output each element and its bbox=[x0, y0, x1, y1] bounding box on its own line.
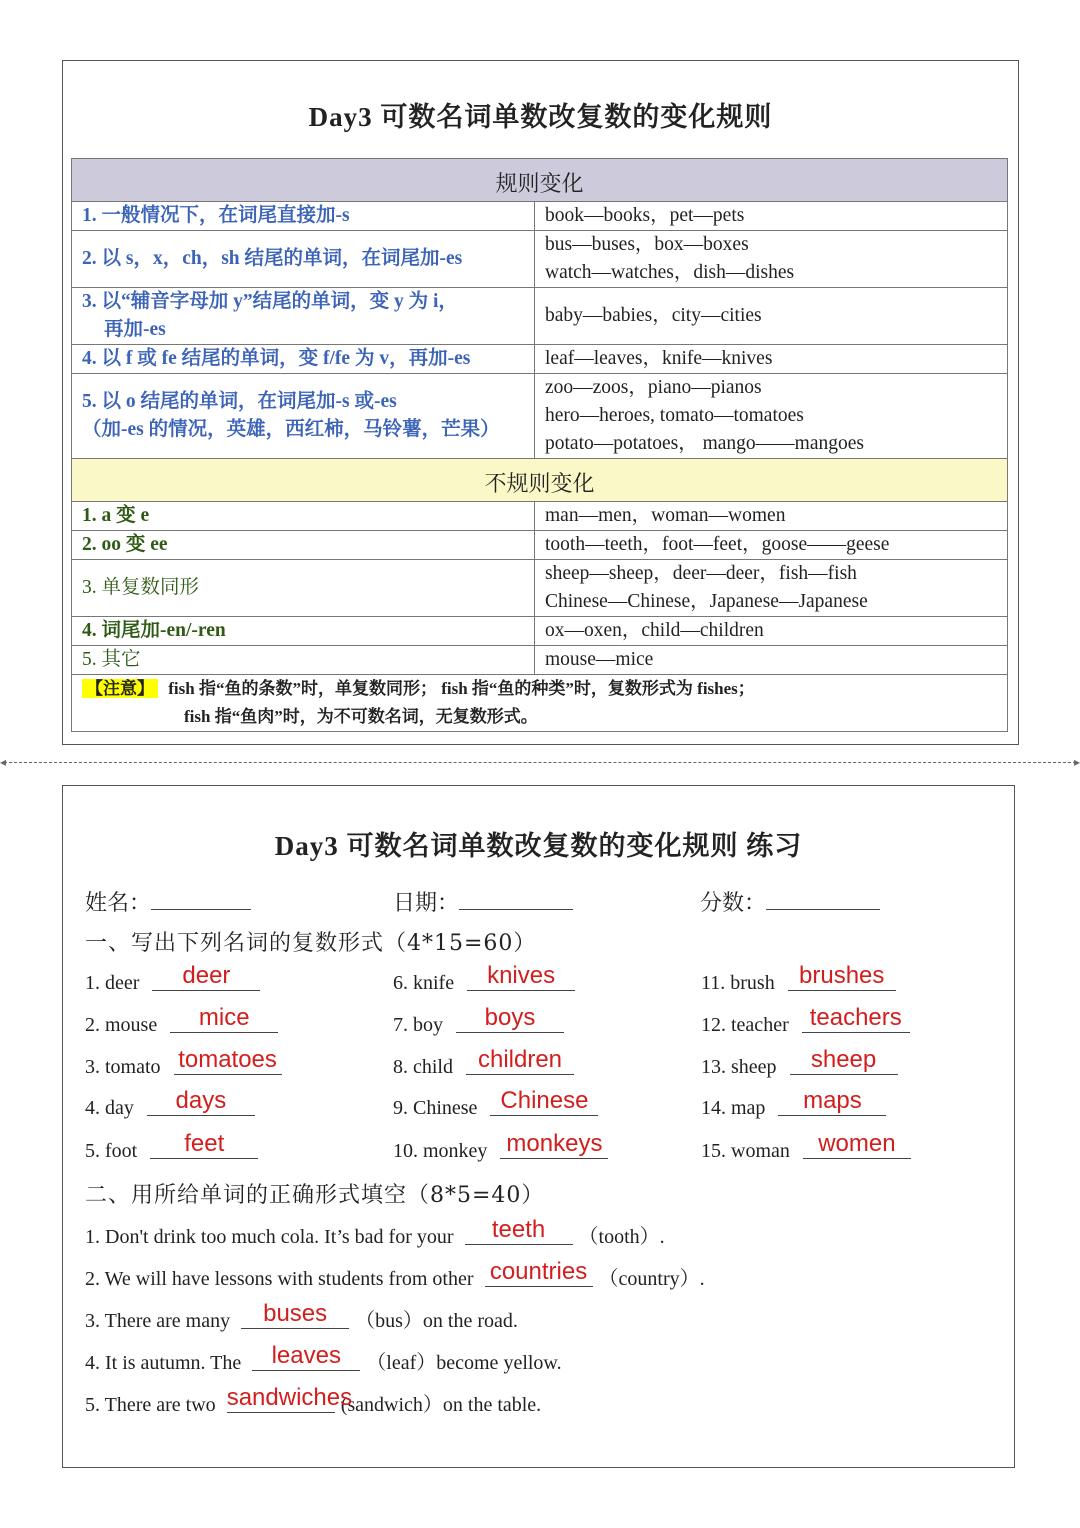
note-row bbox=[72, 675, 1008, 732]
word-question: 7. boy bbox=[393, 1014, 448, 1036]
section2-heading: 二、用所给单词的正确形式填空（8*5=40） bbox=[85, 1183, 545, 1208]
example-text: mouse—mice bbox=[545, 649, 654, 670]
answer-blank[interactable] bbox=[490, 1087, 598, 1116]
sentence-item bbox=[85, 1384, 542, 1417]
word-question: 5. foot bbox=[85, 1140, 143, 1162]
rules-table bbox=[71, 158, 1008, 732]
sentence-hint: （leaf）become yellow. bbox=[366, 1352, 562, 1374]
exercise-title: Day3 可数名词单数改复数的变化规则 练习 bbox=[274, 831, 803, 861]
example-cell bbox=[535, 231, 1008, 288]
example-cell bbox=[535, 202, 1008, 231]
answer-blank[interactable] bbox=[790, 1046, 898, 1075]
rule-cell: 3. 单复数同形 bbox=[72, 560, 535, 617]
word-question: 11. brush bbox=[701, 972, 780, 994]
sentence-text: 5. There are two bbox=[85, 1394, 221, 1416]
answer-text: sheep bbox=[810, 1046, 877, 1073]
example-cell bbox=[535, 617, 1008, 646]
answer-text: buses bbox=[263, 1300, 328, 1327]
example-cell bbox=[535, 646, 1008, 675]
rule-cell: 1. a 变 e bbox=[72, 502, 535, 531]
divider-left-arrow-icon: ◂ bbox=[0, 755, 7, 769]
sentence-item bbox=[85, 1342, 562, 1375]
sentence-item bbox=[85, 1216, 665, 1249]
word-item bbox=[393, 1046, 574, 1079]
answer-blank[interactable] bbox=[802, 1004, 910, 1033]
answer-blank[interactable] bbox=[778, 1087, 886, 1116]
answer-text: leaves bbox=[271, 1342, 341, 1369]
answer-blank[interactable] bbox=[500, 1130, 608, 1159]
answer-blank[interactable] bbox=[147, 1087, 255, 1116]
score-field bbox=[700, 886, 880, 917]
table-row bbox=[72, 502, 1008, 531]
example-text: book—books，pet—pets bbox=[545, 205, 745, 226]
answer-text: children bbox=[477, 1046, 563, 1073]
rule-cell: 2. oo 变 ee bbox=[72, 531, 535, 560]
answer-blank[interactable] bbox=[467, 962, 575, 991]
word-item bbox=[393, 1087, 598, 1120]
word-question: 2. mouse bbox=[85, 1014, 163, 1036]
sentence-hint: (sandwich）on the table. bbox=[340, 1394, 542, 1416]
example-text: sheep—sheep，deer—deer，fish—fish bbox=[545, 563, 857, 584]
answer-blank[interactable] bbox=[226, 1384, 353, 1413]
word-item bbox=[701, 962, 896, 995]
word-item bbox=[393, 1004, 564, 1037]
example-text: hero—heroes, tomato—tomatoes bbox=[545, 405, 804, 426]
word-question: 14. map bbox=[701, 1097, 771, 1119]
word-question: 3. tomato bbox=[85, 1056, 166, 1078]
rule-cell bbox=[72, 374, 535, 459]
sentence-hint: （bus）on the road. bbox=[355, 1310, 518, 1332]
rule-cell: 4. 以 f 或 fe 结尾的单词，变 f/fe 为 v，再加-es bbox=[72, 345, 535, 374]
table-row bbox=[72, 345, 1008, 374]
word-item bbox=[393, 1130, 608, 1163]
sentence-item bbox=[85, 1300, 518, 1333]
sentence-hint: （country）. bbox=[598, 1268, 705, 1290]
word-item bbox=[393, 962, 575, 995]
example-text: potato—potatoes， mango——mangoes bbox=[545, 433, 864, 454]
divider-right-arrow-icon: ▸ bbox=[1073, 755, 1080, 769]
rule-cell: 2. 以 s，x，ch，sh 结尾的单词，在词尾加-es bbox=[72, 231, 535, 288]
irregular-heading-row bbox=[72, 459, 1008, 502]
answer-text: monkeys bbox=[506, 1130, 603, 1157]
example-text: watch—watches，dish—dishes bbox=[545, 262, 795, 283]
score-label: 分数： bbox=[700, 891, 767, 916]
table-row bbox=[72, 560, 1008, 617]
word-item bbox=[701, 1130, 911, 1163]
table-row bbox=[72, 617, 1008, 646]
date-blank[interactable] bbox=[459, 887, 573, 910]
word-question: 1. deer bbox=[85, 972, 145, 994]
word-question: 6. knife bbox=[393, 972, 460, 994]
answer-blank[interactable] bbox=[150, 1130, 258, 1159]
answer-text: deer bbox=[182, 962, 231, 989]
sentence-text: 2. We will have lessons with students from other bbox=[85, 1268, 479, 1290]
example-cell bbox=[535, 345, 1008, 374]
word-question: 8. child bbox=[393, 1056, 458, 1078]
answer-text: Chinese bbox=[500, 1087, 589, 1114]
word-question: 15. woman bbox=[701, 1140, 795, 1162]
example-text: zoo—zoos，piano—pianos bbox=[545, 377, 762, 398]
table-row bbox=[72, 646, 1008, 675]
answer-text: sandwiches bbox=[226, 1384, 353, 1411]
word-question: 13. sheep bbox=[701, 1056, 782, 1078]
answer-blank[interactable] bbox=[485, 1258, 593, 1287]
word-question: 4. day bbox=[85, 1097, 139, 1119]
rule-text: （加-es 的情况，英雄，西红柿，马铃薯，芒果） bbox=[82, 419, 500, 440]
rules-title: Day3 可数名词单数改复数的变化规则 bbox=[308, 102, 773, 132]
example-cell bbox=[535, 502, 1008, 531]
answer-text: days bbox=[175, 1087, 227, 1114]
example-text: tooth—teeth，foot—feet，goose——geese bbox=[545, 534, 890, 555]
answer-text: teeth bbox=[491, 1216, 546, 1243]
answer-text: boys bbox=[484, 1004, 536, 1031]
rule-cell: 4. 词尾加-en/-ren bbox=[72, 617, 535, 646]
section1-heading: 一、写出下列名词的复数形式（4*15=60） bbox=[85, 931, 537, 956]
table-row bbox=[72, 202, 1008, 231]
answer-text: feet bbox=[184, 1130, 225, 1157]
word-question: 12. teacher bbox=[701, 1014, 794, 1036]
example-text: man—men，woman—women bbox=[545, 505, 786, 526]
sentence-text: 1. Don't drink too much cola. It’s bad for your bbox=[85, 1226, 459, 1248]
example-text: leaf—leaves，knife—knives bbox=[545, 348, 773, 369]
table-row bbox=[72, 374, 1008, 459]
rule-text: 再加-es bbox=[104, 319, 166, 340]
table-row bbox=[72, 288, 1008, 345]
table-row bbox=[72, 231, 1008, 288]
answer-text: mice bbox=[198, 1004, 250, 1031]
example-cell bbox=[535, 374, 1008, 459]
answer-text: maps bbox=[803, 1087, 862, 1114]
answer-blank[interactable] bbox=[788, 962, 896, 991]
example-cell bbox=[535, 288, 1008, 345]
irregular-heading: 不规则变化 bbox=[72, 459, 1008, 502]
sentence-hint: （tooth）. bbox=[578, 1226, 665, 1248]
answer-blank[interactable] bbox=[465, 1216, 573, 1245]
example-cell bbox=[535, 560, 1008, 617]
answer-blank[interactable] bbox=[252, 1342, 360, 1371]
example-text: baby—babies，city—cities bbox=[545, 305, 762, 326]
exercise-sheet bbox=[62, 785, 1015, 1468]
answer-blank[interactable] bbox=[803, 1130, 911, 1159]
answer-blank[interactable] bbox=[456, 1004, 564, 1033]
answer-text: women bbox=[818, 1130, 896, 1157]
answer-text: knives bbox=[487, 962, 556, 989]
answer-text: tomatoes bbox=[178, 1046, 277, 1073]
note-line: fish 指“鱼肉”时，为不可数名词，无复数形式。 bbox=[184, 707, 538, 726]
rule-cell: 1. 一般情况下，在词尾直接加-s bbox=[72, 202, 535, 231]
sentence-item bbox=[85, 1258, 705, 1291]
note-cell bbox=[72, 675, 1008, 732]
answer-blank[interactable] bbox=[466, 1046, 574, 1075]
regular-heading: 规则变化 bbox=[72, 159, 1008, 202]
answer-blank[interactable] bbox=[170, 1004, 278, 1033]
name-blank[interactable] bbox=[151, 887, 251, 910]
note-tag: 【注意】 bbox=[82, 679, 158, 698]
example-text: ox—oxen，child—children bbox=[545, 620, 764, 641]
sentence-text: 3. There are many bbox=[85, 1310, 236, 1332]
word-item bbox=[85, 1004, 278, 1037]
date-field bbox=[393, 886, 573, 917]
word-item bbox=[85, 1087, 255, 1120]
name-label: 姓名： bbox=[85, 891, 152, 916]
word-item bbox=[701, 1046, 898, 1079]
table-row bbox=[72, 531, 1008, 560]
answer-blank[interactable] bbox=[241, 1300, 349, 1329]
word-item bbox=[85, 1130, 258, 1163]
note-line: fish 指“鱼的条数”时，单复数同形； fish 指“鱼的种类”时，复数形式为 fishes； bbox=[168, 679, 755, 698]
rule-cell: 5. 其它 bbox=[72, 646, 535, 675]
page-divider bbox=[4, 762, 1076, 763]
sentence-text: 4. It is autumn. The bbox=[85, 1352, 247, 1374]
answer-blank[interactable] bbox=[152, 962, 260, 991]
rules-sheet bbox=[62, 60, 1019, 745]
example-cell bbox=[535, 531, 1008, 560]
rule-text: 3. 以“辅音字母加 y”结尾的单词，变 y 为 i， bbox=[82, 291, 458, 312]
word-item bbox=[701, 1087, 886, 1120]
regular-heading-row bbox=[72, 159, 1008, 202]
word-item bbox=[701, 1004, 910, 1037]
word-question: 9. Chinese bbox=[393, 1097, 483, 1119]
rule-cell bbox=[72, 288, 535, 345]
word-question: 10. monkey bbox=[393, 1140, 493, 1162]
word-item bbox=[85, 1046, 282, 1079]
answer-blank[interactable] bbox=[174, 1046, 282, 1075]
word-item bbox=[85, 962, 260, 995]
example-text: bus—buses，box—boxes bbox=[545, 234, 749, 255]
score-blank[interactable] bbox=[766, 887, 880, 910]
answer-text: countries bbox=[489, 1258, 588, 1285]
name-field bbox=[85, 886, 251, 917]
answer-text: brushes bbox=[799, 962, 885, 989]
date-label: 日期： bbox=[393, 891, 460, 916]
rule-text: 5. 以 o 结尾的单词，在词尾加-s 或-es bbox=[82, 391, 397, 412]
answer-text: teachers bbox=[809, 1004, 902, 1031]
example-text: Chinese—Chinese，Japanese—Japanese bbox=[545, 591, 868, 612]
